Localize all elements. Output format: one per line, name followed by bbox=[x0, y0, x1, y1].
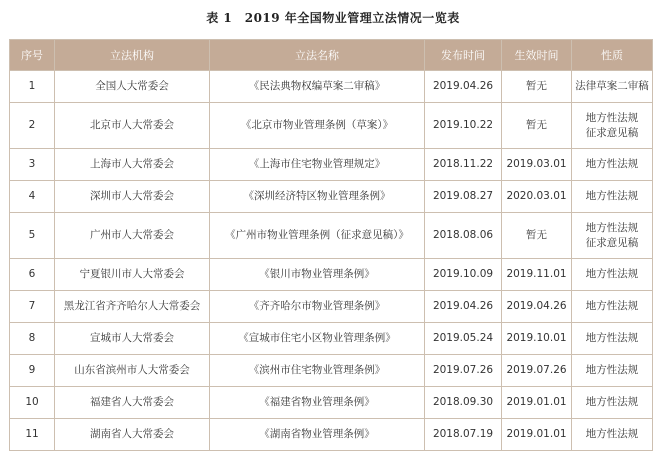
nature-line: 地方性法规 bbox=[585, 364, 639, 376]
header-effective: 生效时间 bbox=[502, 40, 572, 71]
table-row bbox=[10, 103, 653, 149]
effective-date-cell: 暂无 bbox=[502, 213, 572, 259]
table-row bbox=[10, 71, 653, 103]
table-caption: 表 1 2019 年全国物业管理立法情况一览表 bbox=[206, 11, 460, 25]
legislation-name-cell: 《宣城市住宅小区物业管理条例》 bbox=[210, 323, 425, 355]
row-number-cell: 7 bbox=[10, 291, 55, 323]
row-number-cell: 2 bbox=[10, 103, 55, 149]
published-date-cell: 2019.04.26 bbox=[425, 71, 502, 103]
nature-line: 地方性法规 bbox=[585, 396, 639, 408]
legislation-name-cell: 《北京市物业管理条例（草案）》 bbox=[210, 103, 425, 149]
published-date-cell: 2019.07.26 bbox=[425, 355, 502, 387]
nature-line: 地方性法规 bbox=[585, 221, 639, 234]
header-no: 序号 bbox=[10, 40, 55, 71]
row-number-cell: 8 bbox=[10, 323, 55, 355]
nature-cell bbox=[572, 387, 653, 419]
nature-cell bbox=[572, 181, 653, 213]
header-row bbox=[10, 40, 653, 71]
nature-line: 地方性法规 bbox=[585, 268, 639, 280]
header-body: 立法机构 bbox=[55, 40, 210, 71]
row-number-cell: 5 bbox=[10, 213, 55, 259]
effective-date-cell: 2019.01.01 bbox=[502, 387, 572, 419]
legislative-body-cell: 宣城市人大常委会 bbox=[55, 323, 210, 355]
nature-cell bbox=[572, 355, 653, 387]
row-number-cell: 9 bbox=[10, 355, 55, 387]
legislation-name-cell: 《湖南省物业管理条例》 bbox=[210, 419, 425, 451]
row-number-cell: 10 bbox=[10, 387, 55, 419]
effective-date-cell: 暂无 bbox=[502, 103, 572, 149]
row-number-cell: 11 bbox=[10, 419, 55, 451]
legislative-body-cell: 北京市人大常委会 bbox=[55, 103, 210, 149]
nature-line: 地方性法规 bbox=[585, 190, 639, 202]
nature-line: 地方性法规 bbox=[585, 158, 639, 170]
published-date-cell: 2018.08.06 bbox=[425, 213, 502, 259]
published-date-cell: 2018.11.22 bbox=[425, 149, 502, 181]
legislative-body-cell: 深圳市人大常委会 bbox=[55, 181, 210, 213]
nature-cell bbox=[572, 213, 653, 259]
legislation-name-cell: 《银川市物业管理条例》 bbox=[210, 259, 425, 291]
legislation-name-cell: 《深圳经济特区物业管理条例》 bbox=[210, 181, 425, 213]
legislation-name-cell: 《滨州市住宅物业管理条例》 bbox=[210, 355, 425, 387]
legislation-name-cell: 《民法典物权编草案二审稿》 bbox=[210, 71, 425, 103]
table-row bbox=[10, 387, 653, 419]
effective-date-cell: 暂无 bbox=[502, 71, 572, 103]
legislative-body-cell: 福建省人大常委会 bbox=[55, 387, 210, 419]
legislative-body-cell: 宁夏银川市人大常委会 bbox=[55, 259, 210, 291]
nature-cell bbox=[572, 71, 653, 103]
legislation-name-cell: 《广州市物业管理条例（征求意见稿）》 bbox=[210, 213, 425, 259]
header-name: 立法名称 bbox=[210, 40, 425, 71]
table-row bbox=[10, 259, 653, 291]
effective-date-cell: 2019.03.01 bbox=[502, 149, 572, 181]
row-number-cell: 1 bbox=[10, 71, 55, 103]
table-row bbox=[10, 213, 653, 259]
published-date-cell: 2019.05.24 bbox=[425, 323, 502, 355]
nature-cell bbox=[572, 259, 653, 291]
table-row bbox=[10, 419, 653, 451]
row-number-cell: 3 bbox=[10, 149, 55, 181]
table-row bbox=[10, 355, 653, 387]
nature-cell bbox=[572, 291, 653, 323]
effective-date-cell: 2020.03.01 bbox=[502, 181, 572, 213]
legislative-body-cell: 广州市人大常委会 bbox=[55, 213, 210, 259]
published-date-cell: 2018.07.19 bbox=[425, 419, 502, 451]
legislative-body-cell: 全国人大常委会 bbox=[55, 71, 210, 103]
effective-date-cell: 2019.04.26 bbox=[502, 291, 572, 323]
table-row bbox=[10, 323, 653, 355]
published-date-cell: 2019.04.26 bbox=[425, 291, 502, 323]
nature-line: 地方性法规 bbox=[585, 111, 639, 124]
published-date-cell: 2019.10.22 bbox=[425, 103, 502, 149]
nature-cell bbox=[572, 149, 653, 181]
nature-line: 地方性法规 bbox=[585, 428, 639, 440]
published-date-cell: 2018.09.30 bbox=[425, 387, 502, 419]
table-header bbox=[10, 40, 653, 71]
nature-line: 征求意见稿 bbox=[585, 126, 639, 139]
published-date-cell: 2019.10.09 bbox=[425, 259, 502, 291]
header-published: 发布时间 bbox=[425, 40, 502, 71]
nature-line: 征求意见稿 bbox=[585, 236, 639, 249]
header-nature: 性质 bbox=[572, 40, 653, 71]
legislative-body-cell: 黑龙江省齐齐哈尔人大常委会 bbox=[55, 291, 210, 323]
nature-line: 法律草案二审稿 bbox=[575, 80, 649, 92]
legislative-body-cell: 湖南省人大常委会 bbox=[55, 419, 210, 451]
legislative-body-cell: 山东省滨州市人大常委会 bbox=[55, 355, 210, 387]
legislative-body-cell: 上海市人大常委会 bbox=[55, 149, 210, 181]
row-number-cell: 4 bbox=[10, 181, 55, 213]
effective-date-cell: 2019.07.26 bbox=[502, 355, 572, 387]
nature-line: 地方性法规 bbox=[585, 332, 639, 344]
table-row bbox=[10, 291, 653, 323]
table-row bbox=[10, 181, 653, 213]
nature-cell bbox=[572, 323, 653, 355]
published-date-cell: 2019.08.27 bbox=[425, 181, 502, 213]
effective-date-cell: 2019.01.01 bbox=[502, 419, 572, 451]
legislation-name-cell: 《福建省物业管理条例》 bbox=[210, 387, 425, 419]
row-number-cell: 6 bbox=[10, 259, 55, 291]
legislation-table bbox=[9, 39, 653, 451]
nature-line: 地方性法规 bbox=[585, 300, 639, 312]
effective-date-cell: 2019.11.01 bbox=[502, 259, 572, 291]
nature-cell bbox=[572, 103, 653, 149]
nature-cell bbox=[572, 419, 653, 451]
table-body bbox=[10, 71, 653, 451]
legislation-name-cell: 《上海市住宅物业管理规定》 bbox=[210, 149, 425, 181]
legislation-name-cell: 《齐齐哈尔市物业管理条例》 bbox=[210, 291, 425, 323]
effective-date-cell: 2019.10.01 bbox=[502, 323, 572, 355]
table-row bbox=[10, 149, 653, 181]
